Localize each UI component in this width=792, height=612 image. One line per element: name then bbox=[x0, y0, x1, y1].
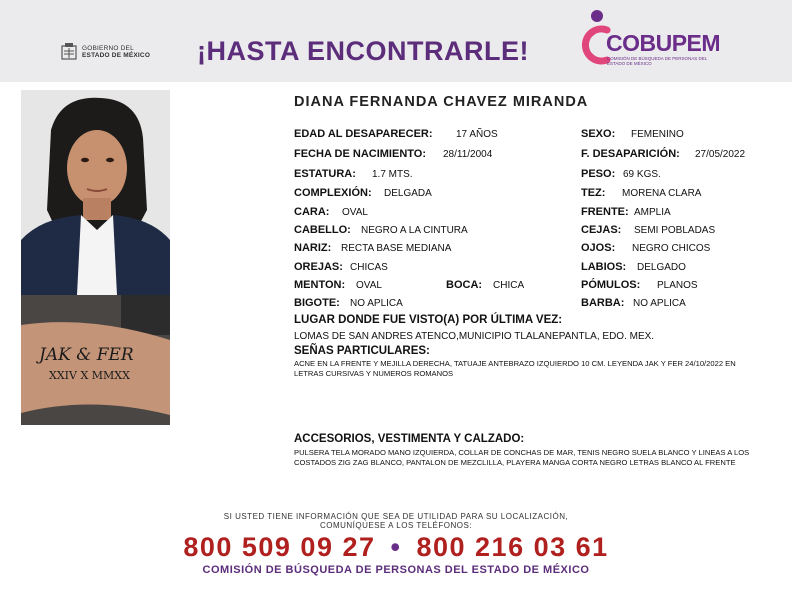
value-barba: NO APLICA bbox=[633, 298, 686, 309]
accessories-text: PULSERA TELA MORADO MANO IZQUIERDA, COLLAR DE CONCHAS DE MAR, TENIS NEGRO SUELA BLANCO Y LINEAS A LOS COSTADOS ZIG ZAG BLANCO, PANTALON DE MEZCLILLA, PLAYERA MANGA CORTA NEGRO LETRAS BLANCO AL FRENTE bbox=[294, 448, 750, 467]
label-complexion: COMPLEXIÓN: bbox=[294, 187, 372, 199]
value-nacimiento: 28/11/2004 bbox=[443, 149, 493, 160]
particular-signs-text: ACNE EN LA FRENTE Y MEJILLA DERECHA, TATUAJE ANTEBRAZO IZQUIERDO 10 CM. LEYENDA JAK Y FER 24/10/2022 EN LETRAS CURSIVAS Y NUMEROS ROMANOS bbox=[294, 359, 736, 378]
phone-number-2[interactable]: 800 216 03 61 bbox=[416, 532, 609, 562]
label-nariz: NARIZ: bbox=[294, 242, 332, 254]
value-peso: 69 KGS. bbox=[623, 169, 661, 180]
state-seal-icon bbox=[60, 42, 78, 62]
label-barba: BARBA: bbox=[581, 297, 625, 309]
label-cejas: CEJAS: bbox=[581, 224, 622, 236]
gov-logo-line2: ESTADO DE MÉXICO bbox=[82, 52, 151, 59]
label-pomulos: PÓMULOS: bbox=[581, 279, 641, 291]
last-seen-text: LOMAS DE SAN ANDRES ATENCO,MUNICIPIO TLALANEPANTLA, EDO. MEX. bbox=[294, 331, 655, 342]
label-frente: FRENTE: bbox=[581, 206, 629, 218]
value-sexo: FEMENINO bbox=[631, 129, 684, 140]
label-bigote: BIGOTE: bbox=[294, 297, 340, 309]
value-cara: OVAL bbox=[342, 207, 368, 218]
value-pomulos: PLANOS bbox=[657, 280, 698, 291]
label-estatura: ESTATURA: bbox=[294, 168, 356, 180]
value-menton: OVAL bbox=[356, 280, 382, 291]
value-edad: 17 AÑOS bbox=[456, 129, 498, 140]
value-nariz: RECTA BASE MEDIANA bbox=[341, 243, 452, 254]
label-edad: EDAD AL DESAPARECER: bbox=[294, 128, 433, 140]
label-orejas: OREJAS: bbox=[294, 261, 343, 273]
label-cabello: CABELLO: bbox=[294, 224, 351, 236]
phone-numbers bbox=[0, 532, 792, 563]
last-seen-heading: LUGAR DONDE FUE VISTO(A) POR ÚLTIMA VEZ: bbox=[294, 314, 563, 326]
contact-line1: SI USTED TIENE INFORMACIÓN QUE SEA DE UTILIDAD PARA SU LOCALIZACIÓN, bbox=[223, 512, 569, 521]
org-subtitle: COMISIÓN DE BÚSQUEDA DE PERSONAS DEL ESTADO DE MÉXICO bbox=[607, 56, 708, 66]
tattoo-illustration bbox=[21, 295, 170, 425]
label-nacimiento: FECHA DE NACIMIENTO: bbox=[294, 148, 426, 160]
value-frente: AMPLIA bbox=[634, 207, 671, 218]
label-ojos: OJOS: bbox=[581, 242, 616, 254]
government-logo bbox=[60, 42, 150, 62]
label-boca: BOCA: bbox=[446, 279, 483, 291]
portrait-illustration bbox=[21, 90, 170, 295]
label-cara: CARA: bbox=[294, 206, 330, 218]
tattoo-text-line1: JAK & FER bbox=[39, 345, 134, 365]
particular-signs-heading: SEÑAS PARTICULARES: bbox=[294, 345, 430, 357]
value-cabello: NEGRO A LA CINTURA bbox=[361, 225, 468, 236]
label-tez: TEZ: bbox=[581, 187, 606, 199]
value-ojos: NEGRO CHICOS bbox=[632, 243, 711, 254]
value-cejas: SEMI POBLADAS bbox=[634, 225, 716, 236]
value-labios: DELGADO bbox=[637, 262, 686, 273]
page-title: ¡HASTA ENCONTRARLE! bbox=[197, 36, 529, 66]
value-boca: CHICA bbox=[493, 280, 525, 291]
accessories-heading: ACCESORIOS, VESTIMENTA Y CALZADO: bbox=[294, 433, 525, 445]
gov-logo-line1: GOBIERNO DEL bbox=[82, 45, 134, 52]
phone-separator: • bbox=[390, 532, 402, 562]
value-tez: MORENA CLARA bbox=[622, 188, 702, 199]
label-sexo: SEXO: bbox=[581, 128, 616, 140]
commission-name: COMISIÓN DE BÚSQUEDA DE PERSONAS DEL ESTADO DE MÉXICO bbox=[202, 564, 590, 576]
label-menton: MENTON: bbox=[294, 279, 346, 291]
tattoo-photo bbox=[21, 295, 170, 425]
label-labios: LABIOS: bbox=[581, 261, 627, 273]
value-f-desaparicion: 27/05/2022 bbox=[695, 149, 746, 160]
value-estatura: 1.7 MTS. bbox=[372, 169, 413, 180]
value-bigote: NO APLICA bbox=[350, 298, 403, 309]
label-peso: PESO: bbox=[581, 168, 616, 180]
value-complexion: DELGADA bbox=[384, 188, 432, 199]
org-name: COBUPEM bbox=[606, 30, 721, 56]
label-f-desaparicion: F. DESAPARICIÓN: bbox=[581, 148, 680, 160]
person-name: DIANA FERNANDA CHAVEZ MIRANDA bbox=[294, 94, 589, 110]
tattoo-text-line2: XXIV X MMXX bbox=[49, 369, 130, 382]
contact-line2: COMUNÍQUESE A LOS TELÉFONOS: bbox=[319, 521, 473, 530]
phone-number-1[interactable]: 800 509 09 27 bbox=[183, 532, 376, 562]
person-photo bbox=[21, 90, 170, 295]
value-orejas: CHICAS bbox=[350, 262, 388, 273]
